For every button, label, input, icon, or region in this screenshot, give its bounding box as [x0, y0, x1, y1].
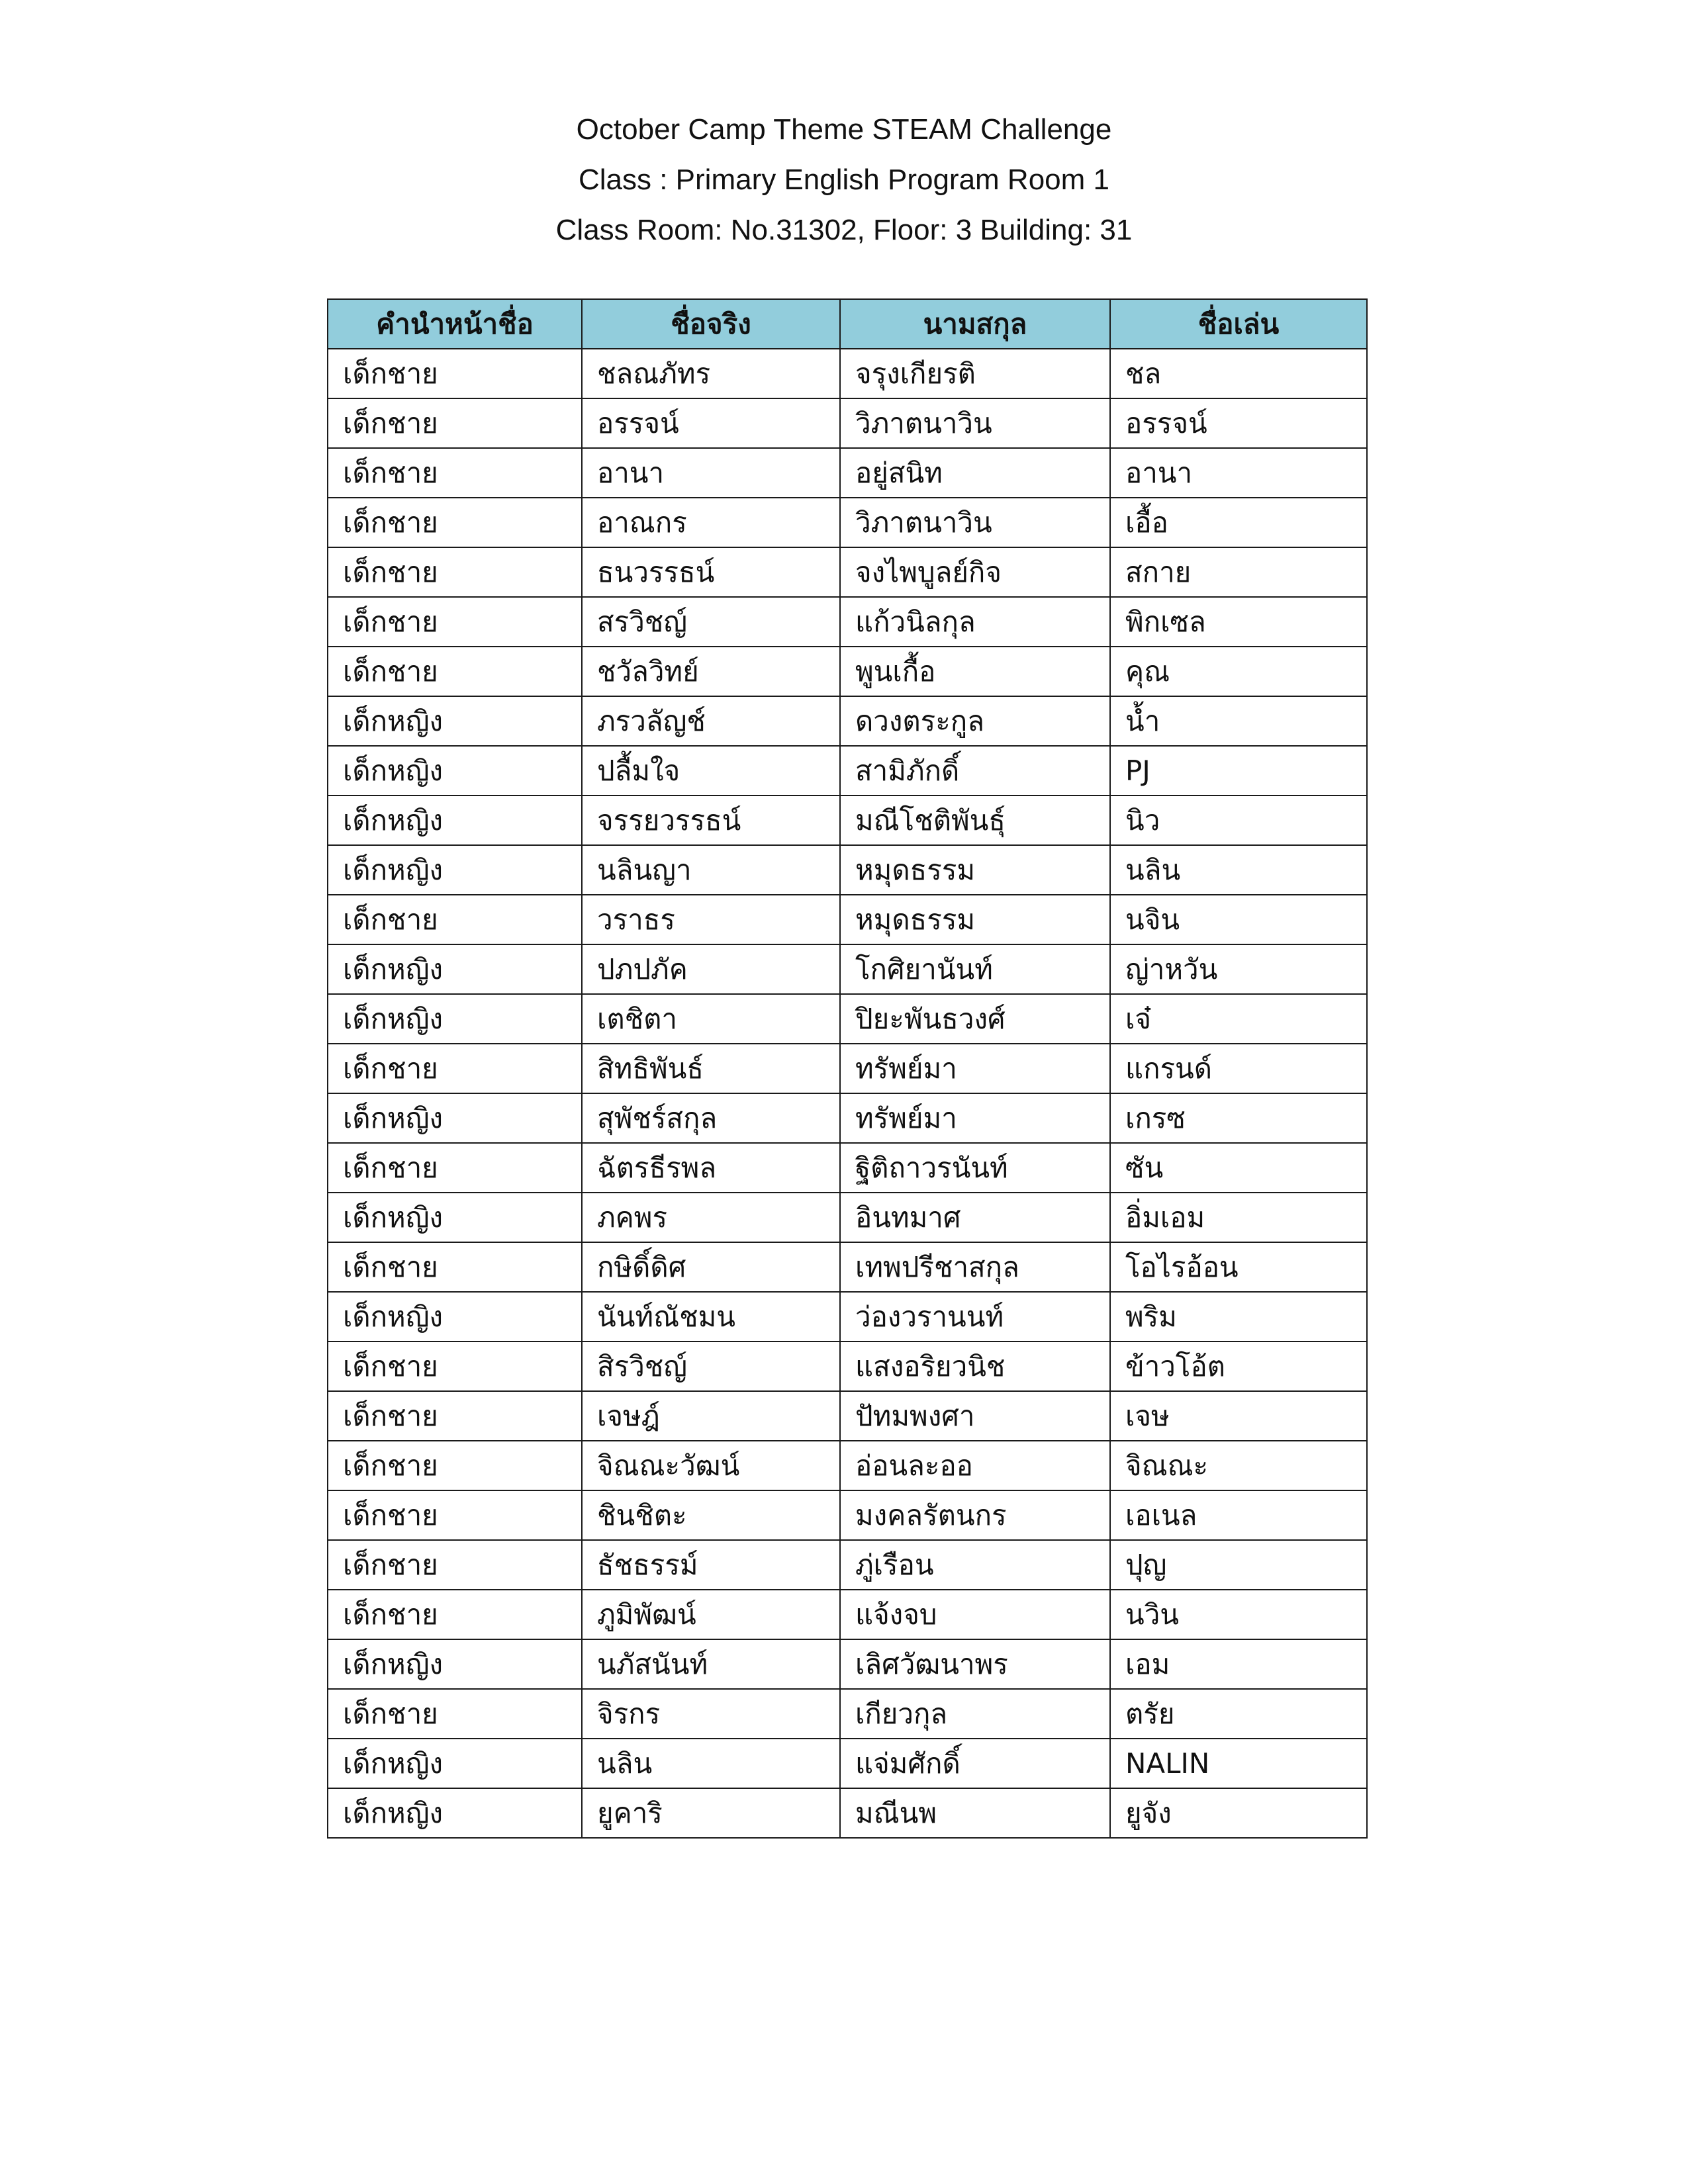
cell-nickname: เอเนล: [1110, 1490, 1367, 1540]
table-row: [328, 1639, 1367, 1689]
cell-nickname: นจิน: [1110, 895, 1367, 944]
cell-first-name: สุพัชร์สกุล: [582, 1093, 840, 1143]
cell-last-name: เกียวกุล: [840, 1689, 1110, 1739]
cell-nickname: อรรจน์: [1110, 398, 1367, 448]
cell-title: เด็กหญิง: [328, 1093, 582, 1143]
cell-last-name: อินทมาศ: [840, 1193, 1110, 1242]
cell-last-name: วิภาตนาวิน: [840, 498, 1110, 547]
cell-nickname: เกรซ: [1110, 1093, 1367, 1143]
cell-last-name: มณีโชติพันธุ์: [840, 796, 1110, 845]
cell-last-name: สามิภักดิ์: [840, 746, 1110, 796]
cell-last-name: มณีนพ: [840, 1788, 1110, 1838]
table-row: [328, 845, 1367, 895]
cell-nickname: พริม: [1110, 1292, 1367, 1342]
cell-first-name: ภคพร: [582, 1193, 840, 1242]
cell-title: เด็กหญิง: [328, 845, 582, 895]
table-row: [328, 1441, 1367, 1490]
cell-first-name: สิทธิพันธ์: [582, 1044, 840, 1093]
cell-nickname: นิว: [1110, 796, 1367, 845]
table-row: [328, 498, 1367, 547]
cell-title: เด็กชาย: [328, 1242, 582, 1292]
cell-first-name: สรวิชญ์: [582, 597, 840, 647]
cell-title: เด็กชาย: [328, 1590, 582, 1639]
cell-nickname: ข้าวโอ้ต: [1110, 1342, 1367, 1391]
table-row: [328, 448, 1367, 498]
cell-last-name: จรุงเกียรติ: [840, 349, 1110, 398]
cell-nickname: นวิน: [1110, 1590, 1367, 1639]
cell-last-name: โกศิยานันท์: [840, 944, 1110, 994]
table-row: [328, 796, 1367, 845]
table-row: [328, 647, 1367, 696]
cell-title: เด็กชาย: [328, 398, 582, 448]
cell-title: เด็กชาย: [328, 498, 582, 547]
cell-nickname: ยูจัง: [1110, 1788, 1367, 1838]
cell-first-name: อานา: [582, 448, 840, 498]
cell-nickname: เอม: [1110, 1639, 1367, 1689]
cell-nickname: ปุญ: [1110, 1540, 1367, 1590]
cell-first-name: วราธร: [582, 895, 840, 944]
cell-first-name: เจษฎ์: [582, 1391, 840, 1441]
table-row: [328, 1242, 1367, 1292]
cell-title: เด็กหญิง: [328, 944, 582, 994]
cell-nickname: สกาย: [1110, 547, 1367, 597]
cell-last-name: ฐิติถาวรนันท์: [840, 1143, 1110, 1193]
column-header-last-name: นามสกุล: [840, 299, 1110, 349]
cell-title: เด็กหญิง: [328, 1292, 582, 1342]
student-roster-table: [327, 298, 1368, 1839]
cell-last-name: แก้วนิลกุล: [840, 597, 1110, 647]
cell-last-name: ทรัพย์มา: [840, 1093, 1110, 1143]
cell-title: เด็กชาย: [328, 1689, 582, 1739]
cell-title: เด็กชาย: [328, 448, 582, 498]
table-row: [328, 746, 1367, 796]
cell-first-name: เตชิตา: [582, 994, 840, 1044]
cell-title: เด็กชาย: [328, 1540, 582, 1590]
cell-nickname: คุณ: [1110, 647, 1367, 696]
cell-first-name: นลิน: [582, 1739, 840, 1788]
document-header: [0, 105, 1688, 255]
cell-title: เด็กชาย: [328, 647, 582, 696]
cell-title: เด็กหญิง: [328, 994, 582, 1044]
table-header-row: [328, 299, 1367, 349]
cell-last-name: วิภาตนาวิน: [840, 398, 1110, 448]
cell-first-name: ชินชิตะ: [582, 1490, 840, 1540]
column-header-first-name: ชื่อจริง: [582, 299, 840, 349]
cell-nickname: ตรัย: [1110, 1689, 1367, 1739]
table-row: [328, 1490, 1367, 1540]
cell-first-name: นันท์ณัชมน: [582, 1292, 840, 1342]
table-row: [328, 895, 1367, 944]
cell-nickname: เจ๋: [1110, 994, 1367, 1044]
cell-title: เด็กชาย: [328, 349, 582, 398]
table-row: [328, 597, 1367, 647]
table-row: [328, 1093, 1367, 1143]
cell-last-name: เทพปรีชาสกุล: [840, 1242, 1110, 1292]
cell-last-name: แจ้งจบ: [840, 1590, 1110, 1639]
cell-first-name: ฉัตรธีรพล: [582, 1143, 840, 1193]
cell-first-name: ยูคาริ: [582, 1788, 840, 1838]
cell-title: เด็กชาย: [328, 1490, 582, 1540]
cell-last-name: แสงอริยวนิช: [840, 1342, 1110, 1391]
cell-last-name: จงไพบูลย์กิจ: [840, 547, 1110, 597]
cell-last-name: มงคลรัตนกร: [840, 1490, 1110, 1540]
cell-nickname: NALIN: [1110, 1739, 1367, 1788]
table-row: [328, 1193, 1367, 1242]
cell-first-name: นภัสนันท์: [582, 1639, 840, 1689]
class-name: Class : Primary English Program Room 1: [578, 163, 1109, 196]
table-row: [328, 1143, 1367, 1193]
cell-first-name: จรรยวรรธน์: [582, 796, 840, 845]
cell-title: เด็กชาย: [328, 1391, 582, 1441]
table-row: [328, 547, 1367, 597]
table-row: [328, 944, 1367, 994]
cell-nickname: เจษ: [1110, 1391, 1367, 1441]
table-row: [328, 1739, 1367, 1788]
column-header-title: คำนำหน้าชื่อ: [328, 299, 582, 349]
table-row: [328, 1540, 1367, 1590]
table-row: [328, 349, 1367, 398]
cell-title: เด็กชาย: [328, 597, 582, 647]
cell-first-name: ธัชธรรม์: [582, 1540, 840, 1590]
cell-first-name: ชลณภัทร: [582, 349, 840, 398]
cell-first-name: ภูมิพัฒน์: [582, 1590, 840, 1639]
table-row: [328, 696, 1367, 746]
table-row: [328, 1342, 1367, 1391]
cell-nickname: อิ่มเอม: [1110, 1193, 1367, 1242]
cell-first-name: อรรจน์: [582, 398, 840, 448]
cell-nickname: ซัน: [1110, 1143, 1367, 1193]
cell-first-name: ธนวรรธน์: [582, 547, 840, 597]
cell-last-name: หมุดธรรม: [840, 895, 1110, 944]
cell-nickname: แกรนด์: [1110, 1044, 1367, 1093]
table-row: [328, 1391, 1367, 1441]
cell-last-name: อยู่สนิท: [840, 448, 1110, 498]
cell-title: เด็กหญิง: [328, 796, 582, 845]
cell-first-name: นลินญา: [582, 845, 840, 895]
cell-title: เด็กหญิง: [328, 1788, 582, 1838]
cell-title: เด็กชาย: [328, 1441, 582, 1490]
cell-first-name: จิณณะวัฒน์: [582, 1441, 840, 1490]
cell-last-name: อ่อนละออ: [840, 1441, 1110, 1490]
cell-last-name: พูนเกื้อ: [840, 647, 1110, 696]
cell-first-name: ปภปภัค: [582, 944, 840, 994]
cell-nickname: อานา: [1110, 448, 1367, 498]
cell-last-name: ภู่เรือน: [840, 1540, 1110, 1590]
cell-title: เด็กชาย: [328, 1342, 582, 1391]
table-row: [328, 994, 1367, 1044]
cell-nickname: ญ่าหวัน: [1110, 944, 1367, 994]
cell-last-name: ทรัพย์มา: [840, 1044, 1110, 1093]
cell-title: เด็กหญิง: [328, 746, 582, 796]
table-row: [328, 1590, 1367, 1639]
cell-title: เด็กชาย: [328, 895, 582, 944]
cell-last-name: ดวงตระกูล: [840, 696, 1110, 746]
table-row: [328, 1689, 1367, 1739]
cell-last-name: หมุดธรรม: [840, 845, 1110, 895]
cell-title: เด็กหญิง: [328, 1193, 582, 1242]
cell-title: เด็กชาย: [328, 1044, 582, 1093]
table-row: [328, 398, 1367, 448]
cell-last-name: แจ่มศักดิ์: [840, 1739, 1110, 1788]
cell-nickname: ชล: [1110, 349, 1367, 398]
cell-nickname: พิกเซล: [1110, 597, 1367, 647]
cell-first-name: สิรวิชญ์: [582, 1342, 840, 1391]
table-row: [328, 1044, 1367, 1093]
cell-nickname: PJ: [1110, 746, 1367, 796]
cell-first-name: ชวัลวิทย์: [582, 647, 840, 696]
class-room-info: Class Room: No.31302, Floor: 3 Building: 31: [555, 214, 1133, 246]
cell-nickname: เอื้อ: [1110, 498, 1367, 547]
cell-nickname: นลิน: [1110, 845, 1367, 895]
cell-nickname: จิณณะ: [1110, 1441, 1367, 1490]
cell-last-name: เลิศวัฒนาพร: [840, 1639, 1110, 1689]
cell-first-name: ภรวลัญช์: [582, 696, 840, 746]
cell-title: เด็กชาย: [328, 1143, 582, 1193]
cell-first-name: อาณกร: [582, 498, 840, 547]
document-title: October Camp Theme STEAM Challenge: [576, 113, 1112, 146]
cell-title: เด็กหญิง: [328, 1639, 582, 1689]
column-header-nickname: ชื่อเล่น: [1110, 299, 1367, 349]
cell-nickname: น้ำ: [1110, 696, 1367, 746]
cell-first-name: จิรกร: [582, 1689, 840, 1739]
cell-nickname: โอไรอ้อน: [1110, 1242, 1367, 1292]
table-body: [328, 349, 1367, 1838]
cell-title: เด็กหญิง: [328, 1739, 582, 1788]
cell-title: เด็กหญิง: [328, 696, 582, 746]
cell-first-name: ปลื้มใจ: [582, 746, 840, 796]
cell-title: เด็กชาย: [328, 547, 582, 597]
cell-last-name: ปิยะพันธวงศ์: [840, 994, 1110, 1044]
table-row: [328, 1292, 1367, 1342]
table-row: [328, 1788, 1367, 1838]
cell-first-name: กษิดิ์ดิศ: [582, 1242, 840, 1292]
cell-last-name: ปัทมพงศา: [840, 1391, 1110, 1441]
cell-last-name: ว่องวรานนท์: [840, 1292, 1110, 1342]
